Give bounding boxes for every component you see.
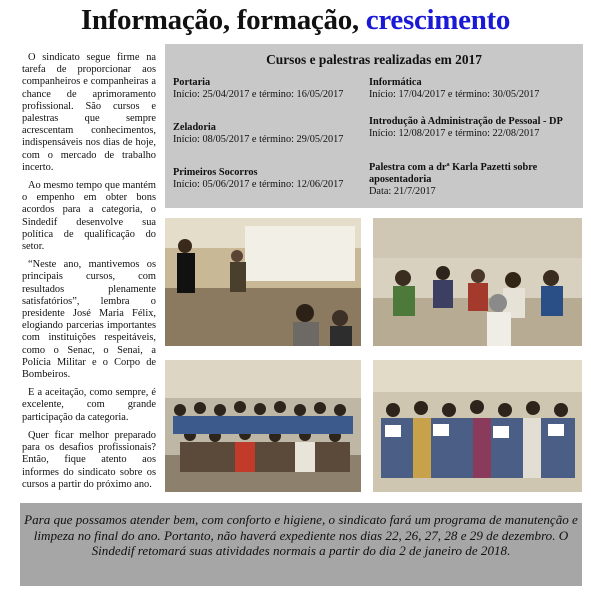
course-dates: Início: 25/04/2017 e término: 16/05/2017 xyxy=(173,89,344,100)
article-paragraph: “Neste ano, mantivemos os principais cursos, com resultados plenamente satisfatórios”, lembra o presidente José Maria Félix, elogiando parcerias importantes com instituições respeitáveis, como o Senac, o Senai, a Polícia Militar e o Corpo de Bombeiros. xyxy=(22,259,156,381)
course-zeladoria xyxy=(173,122,343,146)
course-dates: Início: 17/04/2017 e término: 30/05/2017 xyxy=(369,89,540,100)
notice-box xyxy=(20,503,582,586)
course-name: Palestra com a drª Karla Pazetti sobre aposentadoria xyxy=(369,162,538,185)
courses-box xyxy=(165,44,583,208)
title-main: Informação, formação, xyxy=(80,4,359,36)
article-paragraph: Quer ficar melhor preparado para os desafios profissionais? Então, fique atento aos informes do sindicato sobre os cursos a partir do próximo ano. xyxy=(22,429,156,490)
article-paragraph: E a aceitação, como sempre, é excelente, com grande participação da categoria. xyxy=(22,387,156,423)
course-informatica xyxy=(369,77,539,101)
course-primeiros-socorros xyxy=(173,167,343,191)
photo-certificates xyxy=(373,360,582,492)
course-administracao-pessoal xyxy=(369,116,563,140)
course-dates: Início: 08/05/2017 e término: 29/05/2017 xyxy=(173,134,344,145)
course-name: Portaria xyxy=(173,77,211,88)
photo-audience xyxy=(373,218,582,346)
course-name: Informática xyxy=(369,77,422,88)
course-palestra-aposentadoria xyxy=(369,162,569,198)
course-dates: Data: 21/7/2017 xyxy=(369,186,436,197)
title-accent: crescimento xyxy=(365,4,511,36)
notice-text: Para que possamos atender bem, com conforto e higiene, o sindicato fará um programa de manutenção e limpeza no final do ano. Portanto, não haverá expediente nos dias 22, 26, 27, 28 e 29 de dezembro. O Sindedif retomará suas atividades normais a partir do dia 2 de janeiro de 2018. xyxy=(24,512,578,558)
course-dates: Início: 12/08/2017 e término: 22/08/2017 xyxy=(369,128,540,139)
course-name: Primeiros Socorros xyxy=(173,167,258,178)
page-title xyxy=(0,4,591,37)
article-paragraph: Ao mesmo tempo que mantém o empenho em obter bons acordos para a categoria, o Sindedif desenvolve sua política de qualificação do setor. xyxy=(22,180,156,253)
course-name: Introdução à Administração de Pessoal - DP xyxy=(369,116,563,127)
article-paragraph: O sindicato segue firme na tarefa de proporcionar aos companheiros e companheiras a chance de aprimoramento profissional. São cursos e palestras que sempre acrescentam conhecimentos, indispensáveis nos dias de hoje, com o mercado de trabalho incerto. xyxy=(22,52,156,173)
article-body xyxy=(22,52,156,497)
photo-group xyxy=(165,360,361,492)
courses-heading: Cursos e palestras realizadas em 2017 xyxy=(266,52,482,67)
course-dates: Início: 05/06/2017 e término: 12/06/2017 xyxy=(173,179,344,190)
course-portaria xyxy=(173,77,343,101)
course-name: Zeladoria xyxy=(173,122,216,133)
photo-lecture xyxy=(165,218,361,346)
